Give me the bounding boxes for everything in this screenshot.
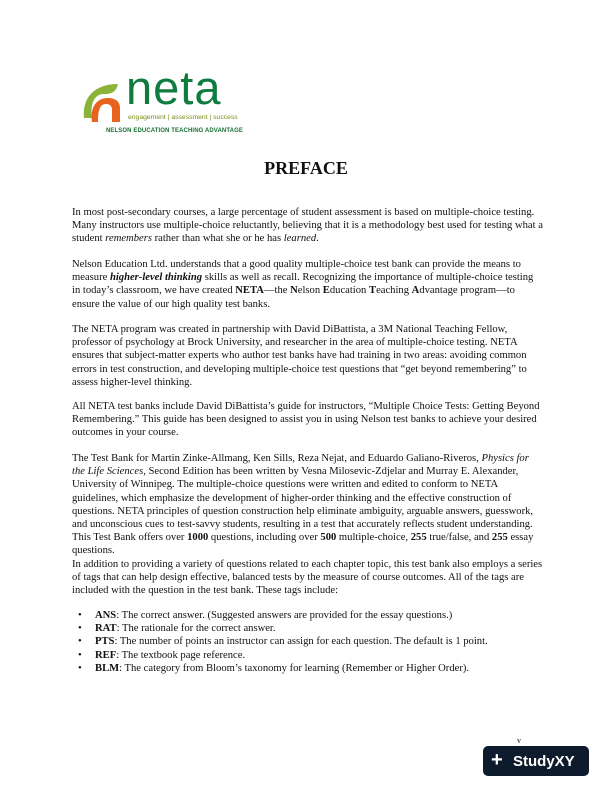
page-number: v xyxy=(517,736,521,745)
list-item: • BLM: The category from Bloom’s taxonomy for learning (Remember or Higher Order). xyxy=(72,662,552,675)
badge-label: StudyXY xyxy=(513,753,575,770)
plus-icon: + xyxy=(491,749,503,771)
studyxy-badge[interactable] xyxy=(483,746,589,776)
neta-logo-icon xyxy=(78,78,126,126)
paragraph-nelson: Nelson Education Ltd. understands that a good quality multiple-choice test bank can provide the means to measure higher-level thinking skills as well as recall. Recognizing the importance of multiple-choice testing in today’s classroom, we have created NETA—the Nelson Education Teaching Advantage program—to ensure the value of our high quality test banks. xyxy=(72,259,534,310)
page-title: PREFACE xyxy=(264,158,348,178)
tag-list xyxy=(72,609,552,675)
paragraph-guide: All NETA test banks include David DiBattista’s guide for instructors, “Multiple Choice Tests: Getting Beyond Remembering.” This guide has been designed to assist you in using Nelson test banks to achieve your desired outcomes in your course. xyxy=(72,401,540,439)
list-item: • RAT: The rationale for the correct answer. xyxy=(72,622,552,635)
logo-subtitle: NELSON EDUCATION TEACHING ADVANTAGE xyxy=(106,128,243,134)
logo-wordmark: neta xyxy=(126,61,222,114)
paragraph-tags: In addition to providing a variety of questions related to each chapter topic, this test bank also employs a series of tags that can help design effective, balanced tests by the measure of course outcomes. All of the tags are included with the question in the test bank. These tags include: xyxy=(72,559,543,597)
logo-tagline: engagement | assessment | success xyxy=(128,114,238,121)
list-item: • ANS: The correct answer. (Suggested answers are provided for the essay questions.) xyxy=(72,609,552,622)
list-item: • REF: The textbook page reference. xyxy=(72,649,552,662)
list-item: • PTS: The number of points an instructor can assign for each question. The default is 1 point. xyxy=(72,635,552,648)
paragraph-test-bank: The Test Bank for Martin Zinke-Allmang, Ken Sills, Reza Nejat, and Eduardo Galiano-Riveros, Physics for the Life Sciences, Second Edition has been written by Vesna Milosevic-Zdjelar and Murray E. Alexander, University of Winnipeg. The multiple-choice questions were written and edited to conform to NETA guidelines, which emphasize the development of higher-order thinking and the effective construction of questions. NETA principles of question construction help eliminate ambiguity, arguable answers, guesswork, and unconscious cues to test-savvy students, resulting in a test that accurately reflects student understanding. This Test Bank offers over 1000 questions, including over 500 multiple-choice, 255 true/false, and 255 essay questions. xyxy=(72,453,534,557)
paragraph-neta-program: The NETA program was created in partnership with David DiBattista, a 3M National Teaching Fellow, professor of psychology at Brock University, and researcher in the area of multiple-choice testing. NETA ensures that subject-matter experts who author test banks have had training in two areas: avoiding common errors in test construction, and developing multiple-choice test questions that “get beyond remembering” to assess higher-level thinking. xyxy=(72,324,527,388)
paragraph-intro: In most post-secondary courses, a large percentage of student assessment is based on multiple-choice testing. Many instructors use multiple-choice reluctantly, believing that it is a methodology best used for testing what a student remembers rather than what she or he has learned. xyxy=(72,207,543,245)
neta-logo xyxy=(78,61,258,140)
